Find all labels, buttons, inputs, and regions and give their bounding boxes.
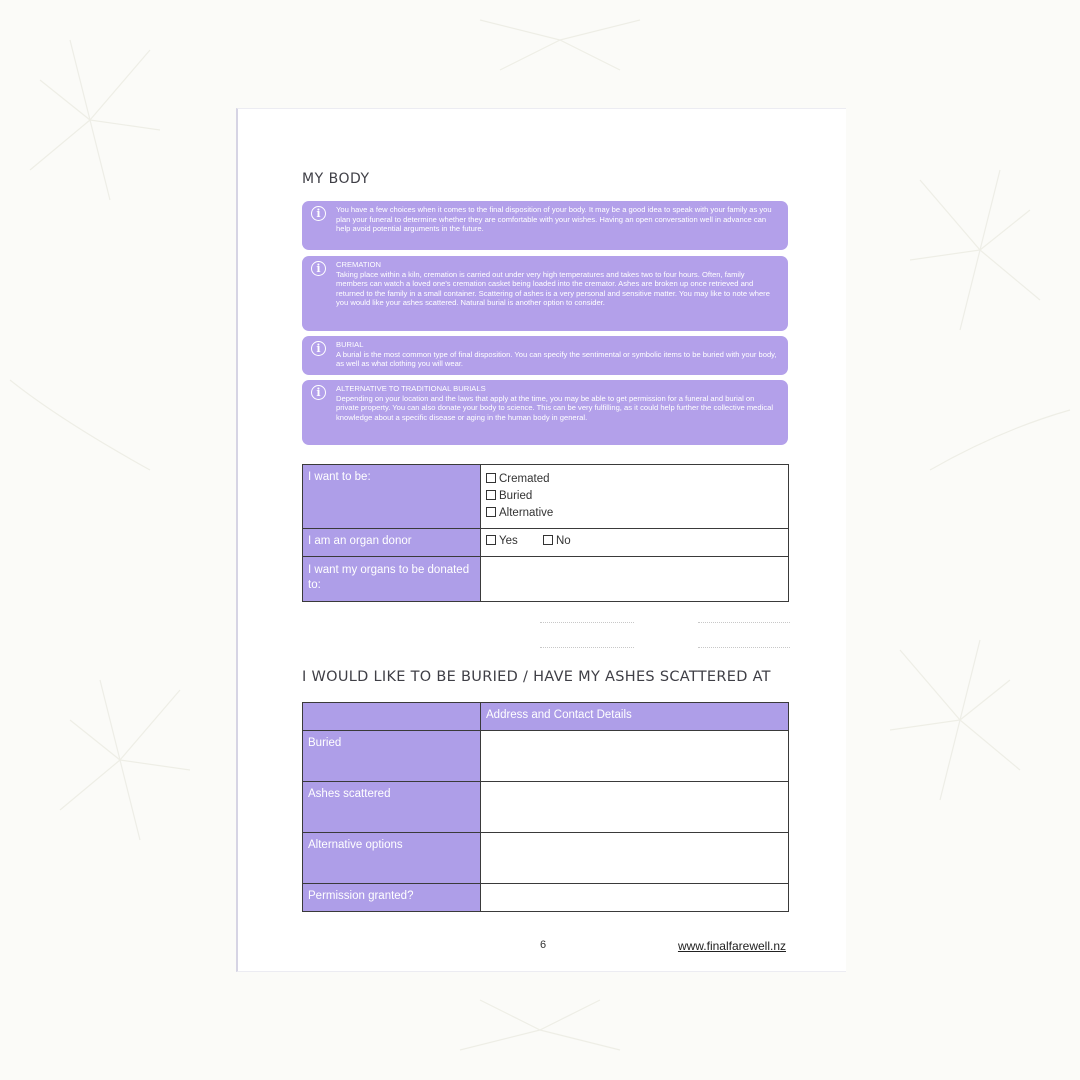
table-row	[303, 833, 789, 884]
ashes-scattered-label: Ashes scattered	[303, 782, 481, 833]
divider	[698, 647, 790, 650]
alternative-options-field[interactable]	[481, 833, 789, 884]
option-buried[interactable]: Buried	[486, 488, 783, 505]
organ-donor-options	[481, 529, 789, 557]
info-box-text: Depending on your location and the laws that apply at the time, you may be able to get permission for a funeral and burial on private property. You can also donate your body to science. This can be very fulfilling, as it could help further the collective medical knowledge about a specific disease or aging in the human body in general.	[336, 393, 774, 422]
divider	[540, 647, 634, 650]
organs-donated-to-field[interactable]	[481, 557, 789, 602]
want-to-be-label: I want to be:	[303, 465, 481, 529]
buried-label: Buried	[303, 731, 481, 782]
table-row	[303, 529, 789, 557]
info-box-burial	[302, 336, 788, 375]
option-alternative[interactable]: Alternative	[486, 505, 783, 522]
option-cremated[interactable]: Cremated	[486, 471, 783, 488]
table-row	[303, 557, 789, 602]
page-number: 6	[540, 939, 547, 951]
info-icon: i	[311, 206, 326, 221]
alternative-options-label: Alternative options	[303, 833, 481, 884]
table-row	[303, 731, 789, 782]
info-box-title: BURIAL	[336, 340, 364, 349]
checkbox-no[interactable]	[543, 535, 553, 545]
divider	[698, 622, 790, 625]
info-box-intro	[302, 201, 788, 250]
table-row	[303, 703, 789, 731]
info-icon: i	[311, 385, 326, 400]
table-row	[303, 884, 789, 912]
info-box-text: A burial is the most common type of final disposition. You can specify the sentimental or symbolic items to be buried with your body, as well as what clothing you will wear.	[336, 349, 777, 369]
address-contact-header: Address and Contact Details	[481, 703, 789, 731]
info-icon: i	[311, 261, 326, 276]
option-yes[interactable]: Yes	[486, 535, 518, 547]
checkbox-alternative[interactable]	[486, 507, 496, 517]
section-heading-burial-location: I WOULD LIKE TO BE BURIED / HAVE MY ASHES SCATTERED AT	[302, 669, 771, 685]
checkbox-yes[interactable]	[486, 535, 496, 545]
option-no[interactable]: No	[543, 535, 571, 547]
organ-donor-label: I am an organ donor	[303, 529, 481, 557]
document-page	[236, 108, 846, 972]
disposition-form-table	[302, 464, 789, 602]
buried-field[interactable]	[481, 731, 789, 782]
info-box-title: CREMATION	[336, 260, 381, 269]
website-link[interactable]: www.finalfarewell.nz	[677, 939, 786, 953]
permission-granted-field[interactable]	[481, 884, 789, 912]
burial-location-table	[302, 702, 789, 912]
permission-granted-label: Permission granted?	[303, 884, 481, 912]
organs-donated-to-label: I want my organs to be donated to:	[303, 557, 481, 602]
divider	[540, 622, 634, 625]
table-header-blank	[303, 703, 481, 731]
info-icon: i	[311, 341, 326, 356]
want-to-be-options	[481, 465, 789, 529]
info-box-alternative	[302, 380, 788, 445]
table-row	[303, 782, 789, 833]
info-box-text: You have a few choices when it comes to the final disposition of your body. It may be a good idea to speak with your family as you plan your funeral to determine whether they are comfortable with your wishes. Having an open conversation well in advance can help avoid potential arguments in the future.	[336, 205, 772, 234]
section-heading-my-body: MY BODY	[302, 171, 370, 187]
info-box-cremation	[302, 256, 788, 331]
ashes-scattered-field[interactable]	[481, 782, 789, 833]
checkbox-buried[interactable]	[486, 490, 496, 500]
table-row	[303, 465, 789, 529]
info-box-text: Taking place within a kiln, cremation is carried out under very high temperatures and takes two to four hours. Often, family members can watch a loved one's cremation casket being loaded into the cremator. Ashes are broken up once retrieved and returned to the family in a small container. Scattering of ashes is a very personal and sensitive matter. You may like to note where you would like your ashes scattered. Natural burial is another option to consider.	[336, 269, 770, 308]
checkbox-cremated[interactable]	[486, 473, 496, 483]
info-box-title: ALTERNATIVE TO TRADITIONAL BURIALS	[336, 384, 486, 393]
